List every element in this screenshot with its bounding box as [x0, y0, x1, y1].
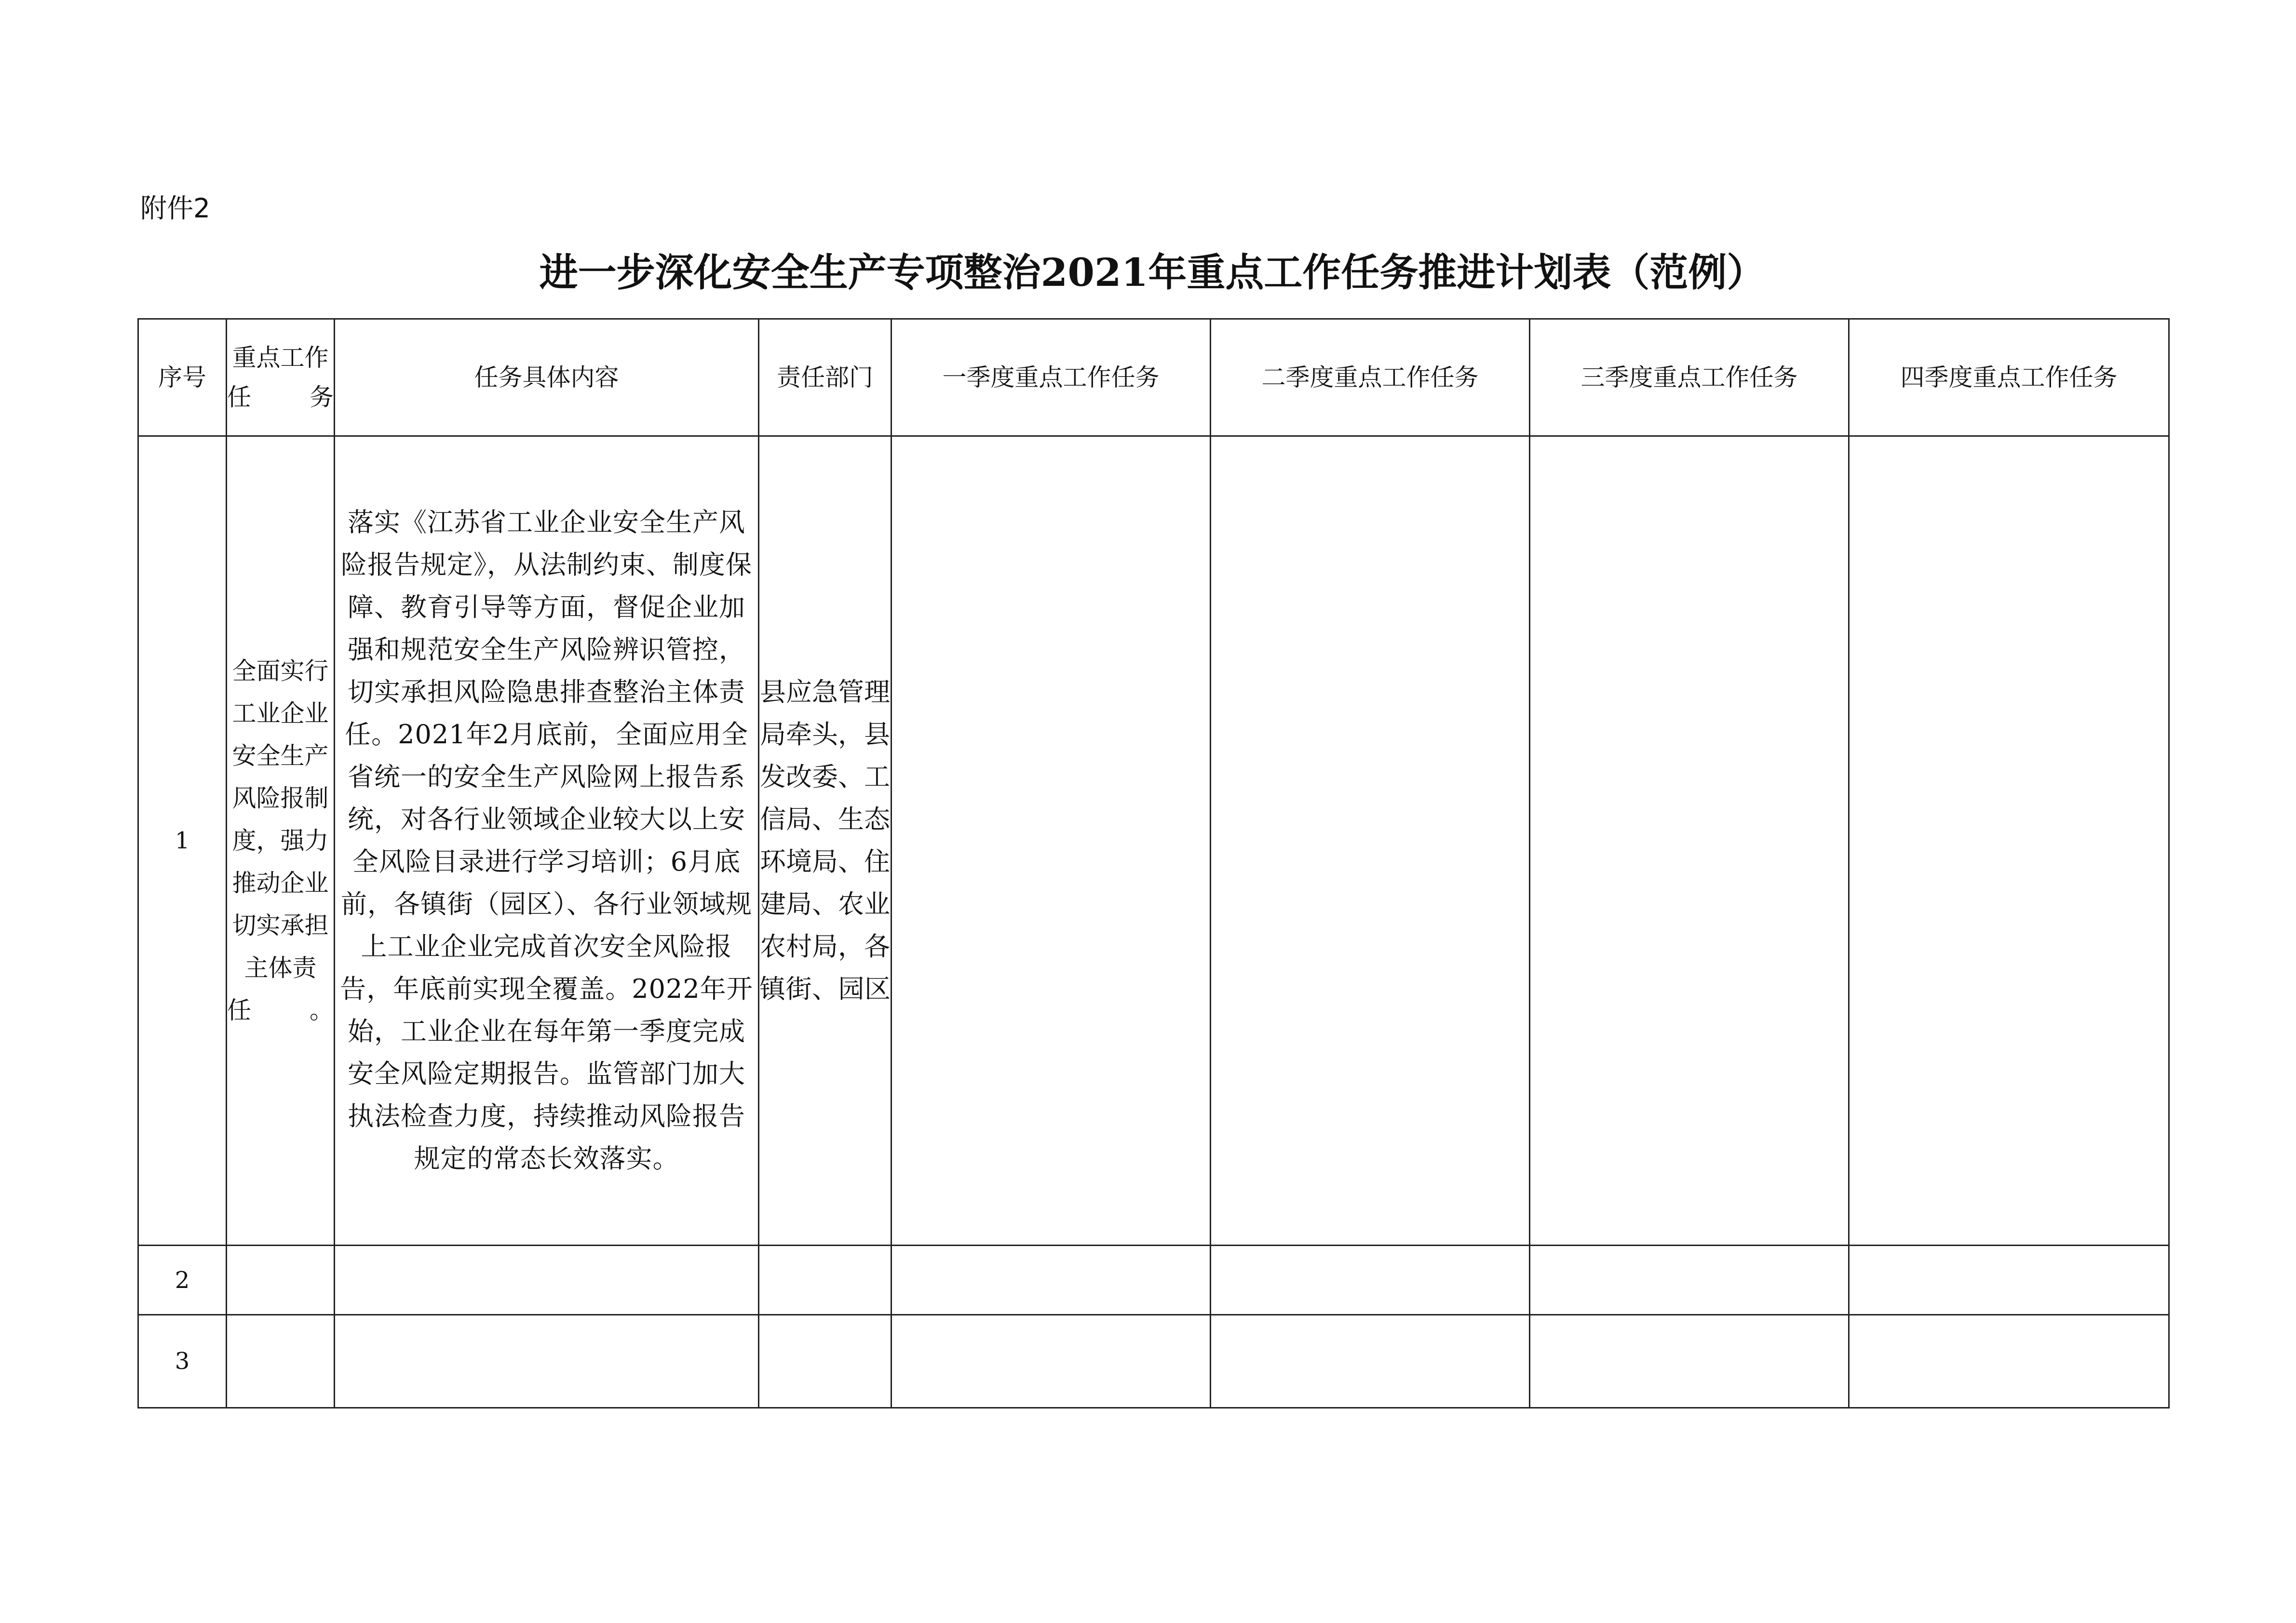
header-q3: 三季度重点工作任务: [1530, 319, 1849, 436]
cell-content: 落实《江苏省工业企业安全生产风险报告规定》，从法制约束、制度保障、教育引导等方面，督促企业加强和规范安全生产风险辨识管控，切实承担风险隐患排查整治主体责任。2021年2月底前，全面应用全省统一的安全生产风险网上报告系统，对各行业领域企业较大以上安全风险目录进行学习培训；6月底前，各镇街（园区）、各行业领域规上工业企业完成首次安全风险报告，年底前实现全覆盖。2022年开始，工业企业在每年第一季度完成安全风险定期报告。监管部门加大执法检查力度，持续推动风险报告规定的常态长效落实。: [335, 436, 759, 1246]
header-content: 任务具体内容: [335, 319, 759, 436]
table-row: [138, 1246, 2169, 1315]
cell-q2: [1211, 1246, 1530, 1315]
header-q1: 一季度重点工作任务: [891, 319, 1211, 436]
cell-q1: [891, 436, 1211, 1246]
cell-dept: 县应急管理局牵头，县发改委、工信局、生态环境局、住建局、农业农村局，各镇街、园区: [759, 436, 891, 1246]
header-seq: 序号: [138, 319, 227, 436]
cell-q4: [1849, 1246, 2169, 1315]
header-q2: 二季度重点工作任务: [1211, 319, 1530, 436]
cell-q1: [891, 1246, 1211, 1315]
cell-q3: [1530, 1246, 1849, 1315]
cell-q4: [1849, 1315, 2169, 1408]
cell-content: [335, 1246, 759, 1315]
cell-seq: 1: [138, 436, 227, 1246]
document-title: 进一步深化安全生产专项整治2021年重点工作任务推进计划表（范例）: [539, 250, 1766, 295]
cell-q3: [1530, 436, 1849, 1246]
cell-dept: [759, 1246, 891, 1315]
header-dept: 责任部门: [759, 319, 891, 436]
cell-content: [335, 1315, 759, 1408]
cell-key-task: 全面实行工业企业安全生产风险报制度，强力推动企业切实承担主体责任。: [227, 436, 335, 1246]
header-q4: 四季度重点工作任务: [1849, 319, 2169, 436]
cell-seq: 3: [138, 1315, 227, 1408]
table-header-row: [138, 319, 2169, 436]
cell-q4: [1849, 436, 2169, 1246]
work-plan-table: [137, 318, 2170, 1408]
cell-q3: [1530, 1315, 1849, 1408]
cell-key-task: [227, 1315, 335, 1408]
cell-seq: 2: [138, 1246, 227, 1315]
cell-q1: [891, 1315, 1211, 1408]
table-row: [138, 436, 2169, 1246]
cell-q2: [1211, 436, 1530, 1246]
cell-dept: [759, 1315, 891, 1408]
table-row: [138, 1315, 2169, 1408]
attachment-label: 附件2: [140, 193, 210, 224]
header-key-task: 重点工作任务: [227, 319, 335, 436]
cell-key-task: [227, 1246, 335, 1315]
cell-q2: [1211, 1315, 1530, 1408]
